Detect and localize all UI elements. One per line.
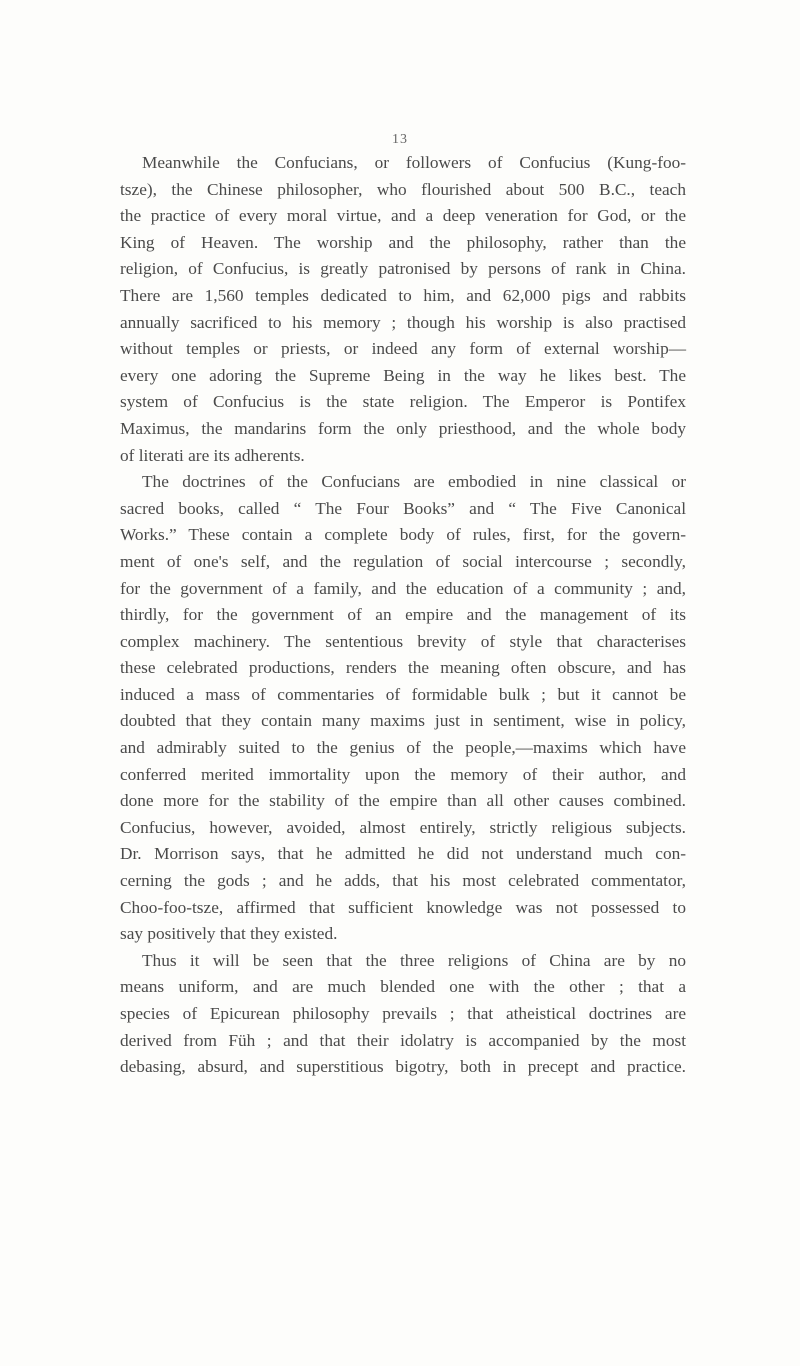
text-line: means uniform, and are much blended one with the other ; that a (120, 977, 686, 997)
text-line: Works.” These contain a complete body of rules, first, for the govern- (120, 525, 686, 545)
text-line: Confucius, however, avoided, almost entirely, strictly religious subjects. (120, 817, 686, 837)
text-line: cerning the gods ; and he adds, that his most celebrated commentator, (120, 871, 686, 891)
text-line: Thus it will be seen that the three religions of China are by no (142, 950, 686, 970)
text-line: say positively that they existed. (120, 924, 338, 944)
text-line: Maximus, the mandarins form the only priesthood, and the whole body (120, 418, 686, 438)
text-line: these celebrated productions, renders the meaning often obscure, and has (120, 658, 686, 678)
text-line: doubted that they contain many maxims just in sentiment, wise in policy, (120, 711, 686, 731)
text-line: religion, of Confucius, is greatly patronised by persons of rank in China. (120, 259, 686, 279)
text-line: Meanwhile the Confucians, or followers of Confucius (Kung-foo- (142, 153, 686, 172)
text-line: Choo-foo-tsze, affirmed that sufficient knowledge was not possessed to (120, 897, 686, 917)
text-line: Dr. Morrison says, that he admitted he did not understand much con- (120, 844, 686, 864)
text-line: sacred books, called “ The Four Books” and “ The Five Canonical (120, 498, 686, 518)
text-line: induced a mass of commentaries of formidable bulk ; but it cannot be (120, 684, 686, 704)
text-line: for the government of a family, and the education of a community ; and, (120, 578, 686, 598)
text-line: annually sacrificed to his memory ; though his worship is also practised (120, 312, 686, 332)
text-line: every one adoring the Supreme Being in the way he likes best. The (120, 365, 686, 385)
text-line: ment of one's self, and the regulation of social intercourse ; secondly, (120, 551, 686, 571)
text-line: and admirably suited to the genius of the people,—maxims which have (120, 738, 686, 758)
text-line: complex machinery. The sententious brevity of style that characterises (120, 631, 686, 651)
text-line: debasing, absurd, and superstitious bigotry, both in precept and practice. (120, 1057, 686, 1077)
text-line: conferred merited immortality upon the memory of their author, and (120, 764, 686, 784)
text-line: without temples or priests, or indeed any form of external worship— (120, 339, 686, 359)
text-line: The doctrines of the Confucians are embodied in nine classical or (142, 472, 686, 492)
text-line: the practice of every moral virtue, and a deep veneration for God, or the (120, 206, 686, 226)
text-line: of literati are its adherents. (120, 445, 305, 465)
text-line: derived from Füh ; and that their idolatry is accompanied by the most (120, 1030, 686, 1050)
body-text (120, 150, 686, 1081)
text-line: thirdly, for the government of an empire and the management of its (120, 605, 686, 625)
text-line: There are 1,560 temples dedicated to him, and 62,000 pigs and rabbits (120, 285, 686, 305)
text-line: King of Heaven. The worship and the philosophy, rather than the (120, 232, 686, 252)
text-line: tsze), the Chinese philosopher, who flourished about 500 B.C., teach (120, 179, 686, 199)
text-line: species of Epicurean philosophy prevails ; that atheistical doctrines are (120, 1004, 686, 1023)
text-line: done more for the stability of the empire than all other causes combined. (120, 791, 686, 811)
page-number: 13 (392, 132, 408, 147)
text-line: system of Confucius is the state religion. The Emperor is Pontifex (120, 392, 686, 412)
